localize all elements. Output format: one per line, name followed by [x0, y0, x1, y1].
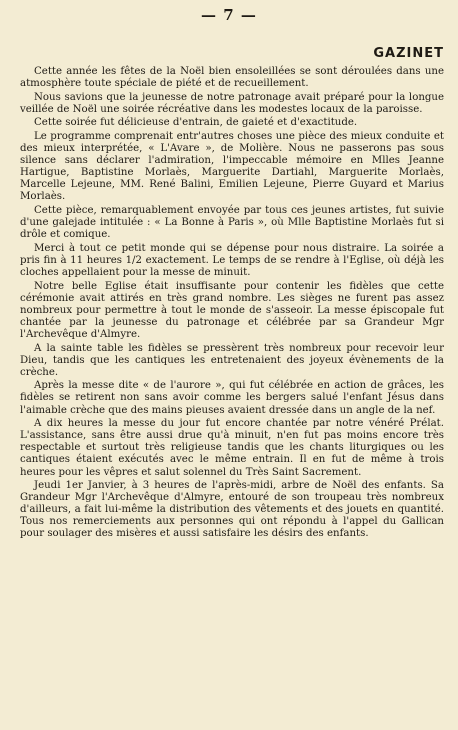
section-title: GAZINET	[373, 46, 444, 61]
paragraph: Cette soirée fut délicieuse d'entrain, de gaieté et d'exactitude.	[34, 117, 358, 129]
paragraph: Jeudi 1er Janvier, à 3 heures de l'après-midi, arbre de Noël des enfants. Sa Grandeur Mgr l'Archevêque d'Almyre, entouré de son troupeau très nombreux d'ailleurs, a fait lui-même la distribution des vêtements et des jouets en quantité. Tous nos remerciements aux personnes qui ont répondu à l'appel du Gallican pour soulager des misères et aussi satisfaire les désirs des enfants.	[20, 480, 444, 540]
paragraph: Cette année les fêtes de la Noël bien ensoleillées se sont déroulées dans une atmosphère toute spéciale de piété et de recueillement.	[20, 66, 444, 90]
paragraph: A dix heures la messe du jour fut encore chantée par notre vénéré Prélat. L'assistance, sans être aussi drue qu'à minuit, n'en fut pas moins encore très respectable et surtout très religieuse tandis que les chants liturgiques ou les cantiques étaient exécutés avec le même entrain. Il en fut de même à trois heures pour les vêpres et salut solennel du Très Saint Sacrement.	[20, 418, 444, 478]
paragraph: Notre belle Eglise était insuffisante pour contenir les fidèles que cette cérémonie avait attirés en très grand nombre. Les sièges ne furent pas assez nombreux pour permettre à tout le monde de s'asseoir. La messe épiscopale fut chantée par la jeunesse du patronage et célébrée par sa Grandeur Mgr l'Archevêque d'Almyre.	[20, 280, 444, 340]
paragraph: Cette pièce, remarquablement envoyée par tous ces jeunes artistes, fut suivie d'une galejade intitulée : « La Bonne à Paris », où Mlle Baptistine Morlaès fut si drôle et comique.	[20, 205, 444, 241]
article-body	[20, 66, 444, 542]
paragraph: Merci à tout ce petit monde qui se dépense pour nous distraire. La soirée a pris fin à 11 heures 1/2 exactement. Le temps de se rendre à l'Eglise, où déjà les cloches appellaient pour la messe de minuit.	[20, 242, 444, 278]
paragraph: Nous savions que la jeunesse de notre patronage avait préparé pour la longue veillée de Noël une soirée récréative dans les modestes locaux de la paroisse.	[20, 91, 444, 115]
paragraph: A la sainte table les fidèles se pressèrent très nombreux pour recevoir leur Dieu, tandis que les cantiques les entretenaient des joyeux évènements de la crèche.	[20, 342, 444, 378]
page-number: — 7 —	[201, 6, 257, 24]
paragraph: Le programme comprenait entr'autres choses une pièce des mieux conduite et des mieux interprétée, « L'Avare », de Molière. Nous ne passerons pas sous silence sans déclarer l'admiration, l'impeccable mémoire en Mlles Jeanne Hartigue, Baptistine Morlaès, Marguerite Dartiahl, Marguerite Morlaès, Marcelle Lejeune, MM. René Balini, Emilien Lejeune, Pierre Guyard et Marius Morlaès.	[20, 130, 444, 203]
paragraph: Après la messe dite « de l'aurore », qui fut célébrée en action de grâces, les fidèles se retirent non sans avoir comme les bergers salué l'enfant Jésus dans l'aimable crèche que des mains pieuses avaient dressée dans un angle de la nef.	[20, 380, 444, 416]
